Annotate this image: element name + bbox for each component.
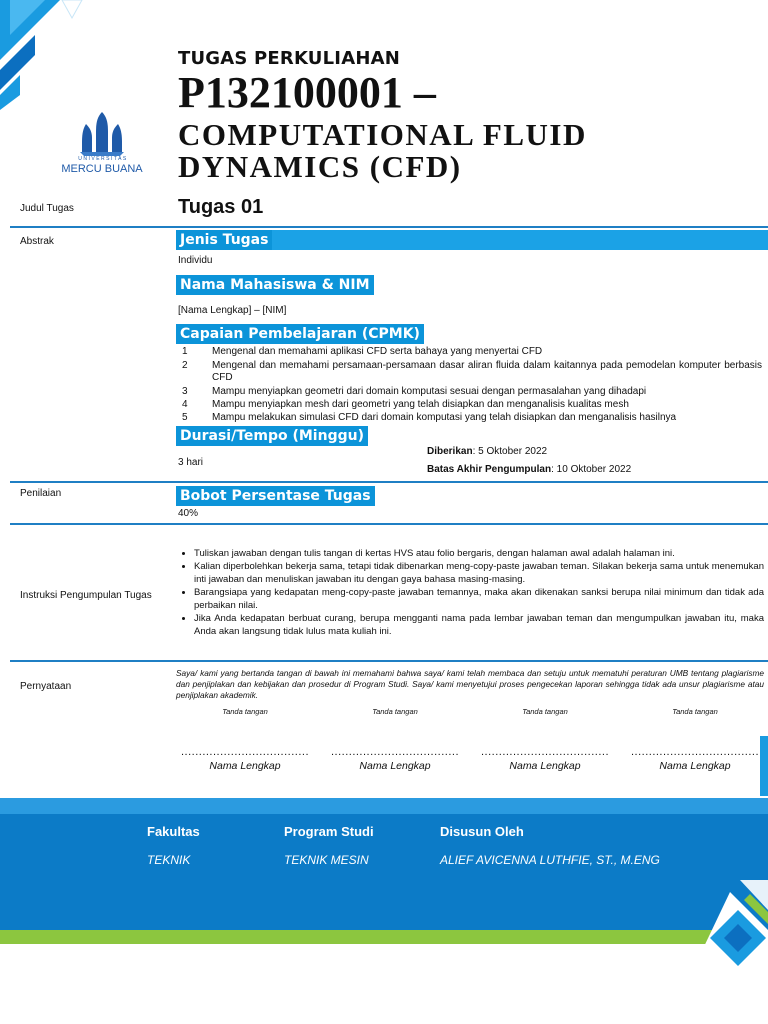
footer-prodi-value: TEKNIK MESIN bbox=[284, 853, 369, 867]
signature-line: .................................... bbox=[480, 746, 610, 758]
signature-caption: Tanda tangan bbox=[222, 707, 268, 716]
list-item bbox=[178, 360, 768, 384]
list-item bbox=[178, 399, 768, 411]
divider bbox=[10, 660, 768, 662]
list-item bbox=[178, 386, 768, 398]
cpmk-number: 4 bbox=[182, 399, 188, 410]
section-heading-jenis: Jenis Tugas bbox=[176, 230, 272, 250]
cpmk-text: Mengenal dan memahami persamaan-persamaan dasar aliran fluida dalam kaitannya pada pemodelan komputer berbasis CFD bbox=[212, 360, 762, 383]
diberikan-row bbox=[427, 446, 547, 457]
signature-name: Nama Lengkap bbox=[359, 760, 431, 772]
cpmk-number: 2 bbox=[182, 360, 188, 371]
logo-university-label: UNIVERSITAS bbox=[78, 156, 128, 162]
course-code: P132100001 – bbox=[178, 68, 436, 117]
document-subtitle: TUGAS PERKULIAHAN bbox=[178, 48, 400, 69]
logo-university-name: MERCU BUANA bbox=[61, 163, 143, 175]
corner-decoration-bottom bbox=[680, 880, 768, 976]
section-heading-cpmk: Capaian Pembelajaran (CPMK) bbox=[176, 324, 424, 344]
footer-fakultas-label: Fakultas bbox=[147, 824, 200, 839]
signature-line: .................................... bbox=[180, 746, 310, 758]
section-heading-mahasiswa: Nama Mahasiswa & NIM bbox=[176, 275, 374, 295]
section-heading-durasi: Durasi/Tempo (Minggu) bbox=[176, 426, 368, 446]
bobot-value: 40% bbox=[178, 508, 199, 519]
label-judul-tugas: Judul Tugas bbox=[20, 203, 74, 214]
instruction-list bbox=[176, 547, 764, 638]
jenis-value: Individu bbox=[178, 255, 213, 266]
label-instruksi: Instruksi Pengumpulan Tugas bbox=[20, 590, 152, 601]
cpmk-number: 1 bbox=[182, 346, 188, 357]
signature-caption: Tanda tangan bbox=[522, 707, 568, 716]
section-bar-bobot bbox=[176, 486, 375, 506]
footer-prodi-label: Program Studi bbox=[284, 824, 374, 839]
divider bbox=[10, 523, 768, 525]
signature-line: .................................... bbox=[630, 746, 760, 758]
list-item: • Tuliskan jawaban dengan tulis tangan di kertas HVS atau folio bergaris, dengan halaman awal adalah halaman ini. bbox=[194, 547, 764, 560]
cpmk-text: Mampu melakukan simulasi CFD dari domain komputasi yang telah disiapkan dan menganalisis hasilnya bbox=[212, 412, 677, 423]
signature-name: Nama Lengkap bbox=[509, 760, 581, 772]
label-pernyataan: Pernyataan bbox=[20, 681, 72, 692]
section-bar-cpmk bbox=[176, 324, 424, 344]
cpmk-list bbox=[178, 346, 768, 424]
footer-stripe bbox=[0, 798, 768, 814]
divider bbox=[10, 481, 768, 483]
label-penilaian: Penilaian bbox=[20, 488, 62, 499]
cpmk-text: Mengenal dan memahami aplikasi CFD serta bahaya yang menyertai CFD bbox=[212, 346, 543, 357]
list-item: • Jika Anda kedapatan berbuat curang, berupa mengganti nama pada lembar jawaban teman dan mengumpulkan jawaban itu, maka Anda akan langsung tidak lulus mata kuliah ini. bbox=[194, 612, 764, 638]
cpmk-text: Mampu menyiapkan mesh dari geometri yang telah disiapkan dan menganalisis kualitas mesh bbox=[212, 399, 629, 410]
footer-disusun-label: Disusun Oleh bbox=[440, 824, 524, 839]
list-item bbox=[178, 412, 768, 424]
cpmk-text: Mampu menyiapkan geometri dari domain komputasi sesuai dengan permasalahan yang dihadapi bbox=[212, 386, 647, 397]
divider bbox=[10, 226, 768, 228]
section-bar-mahasiswa bbox=[176, 275, 374, 295]
label-abstrak: Abstrak bbox=[20, 236, 54, 247]
section-bar-durasi bbox=[176, 426, 368, 446]
cpmk-number: 3 bbox=[182, 386, 188, 397]
cpmk-number: 5 bbox=[182, 412, 188, 423]
task-title: Tugas 01 bbox=[178, 196, 264, 218]
footer-disusun-value: ALIEF AVICENNA LUTHFIE, ST., M.ENG bbox=[440, 853, 660, 867]
section-bar-jenis bbox=[176, 230, 768, 250]
batas-value: : 10 Oktober 2022 bbox=[551, 464, 632, 475]
list-item bbox=[178, 346, 768, 358]
durasi-value: 3 hari bbox=[178, 457, 204, 468]
signature-caption: Tanda tangan bbox=[372, 707, 418, 716]
signature-line: .................................... bbox=[330, 746, 460, 758]
side-decoration bbox=[752, 736, 768, 796]
list-item: • Barangsiapa yang kedapatan meng-copy-paste jawaban temannya, maka akan dikenakan sanksi berupa nilai minimum dan tidak ada perbaikan nilai. bbox=[194, 586, 764, 612]
batas-row bbox=[427, 464, 631, 475]
mahasiswa-value: [Nama Lengkap] – [NIM] bbox=[178, 305, 287, 316]
statement-text: Saya/ kami yang bertanda tangan di bawah ini memahami bahwa saya/ kami telah membaca dan setuju untuk mematuhi peraturan UMB tentang plagiarisme dan penjiplakan dan kebijakan dan prosedur di Program Studi. Saya/ kami menyetujui proses pengecekan laporan sehingga tidak ada unsur plagiarisme atau penjiplakan akademik. bbox=[176, 668, 764, 700]
list-item: • Kalian diperbolehkan bekerja sama, tetapi tidak dibenarkan meng-copy-paste jawaban teman. Silakan bekerja sama untuk menemukan inti jawaban dan menuliskan jawaban itu dengan gaya bahasa masing-masing. bbox=[194, 560, 764, 586]
course-name: COMPUTATIONAL FLUID DYNAMICS (CFD) bbox=[178, 117, 587, 184]
footer-green-band bbox=[0, 930, 768, 944]
batas-label: Batas Akhir Pengumpulan bbox=[427, 464, 552, 475]
footer-fakultas-value: TEKNIK bbox=[147, 853, 191, 867]
signature-caption: Tanda tangan bbox=[672, 707, 718, 716]
diberikan-label: Diberikan bbox=[427, 446, 473, 457]
section-heading-bobot: Bobot Persentase Tugas bbox=[176, 486, 375, 506]
corner-decoration-top bbox=[0, 0, 90, 110]
signature-name: Nama Lengkap bbox=[659, 760, 731, 772]
signature-name: Nama Lengkap bbox=[209, 760, 281, 772]
diberikan-value: : 5 Oktober 2022 bbox=[472, 446, 548, 457]
